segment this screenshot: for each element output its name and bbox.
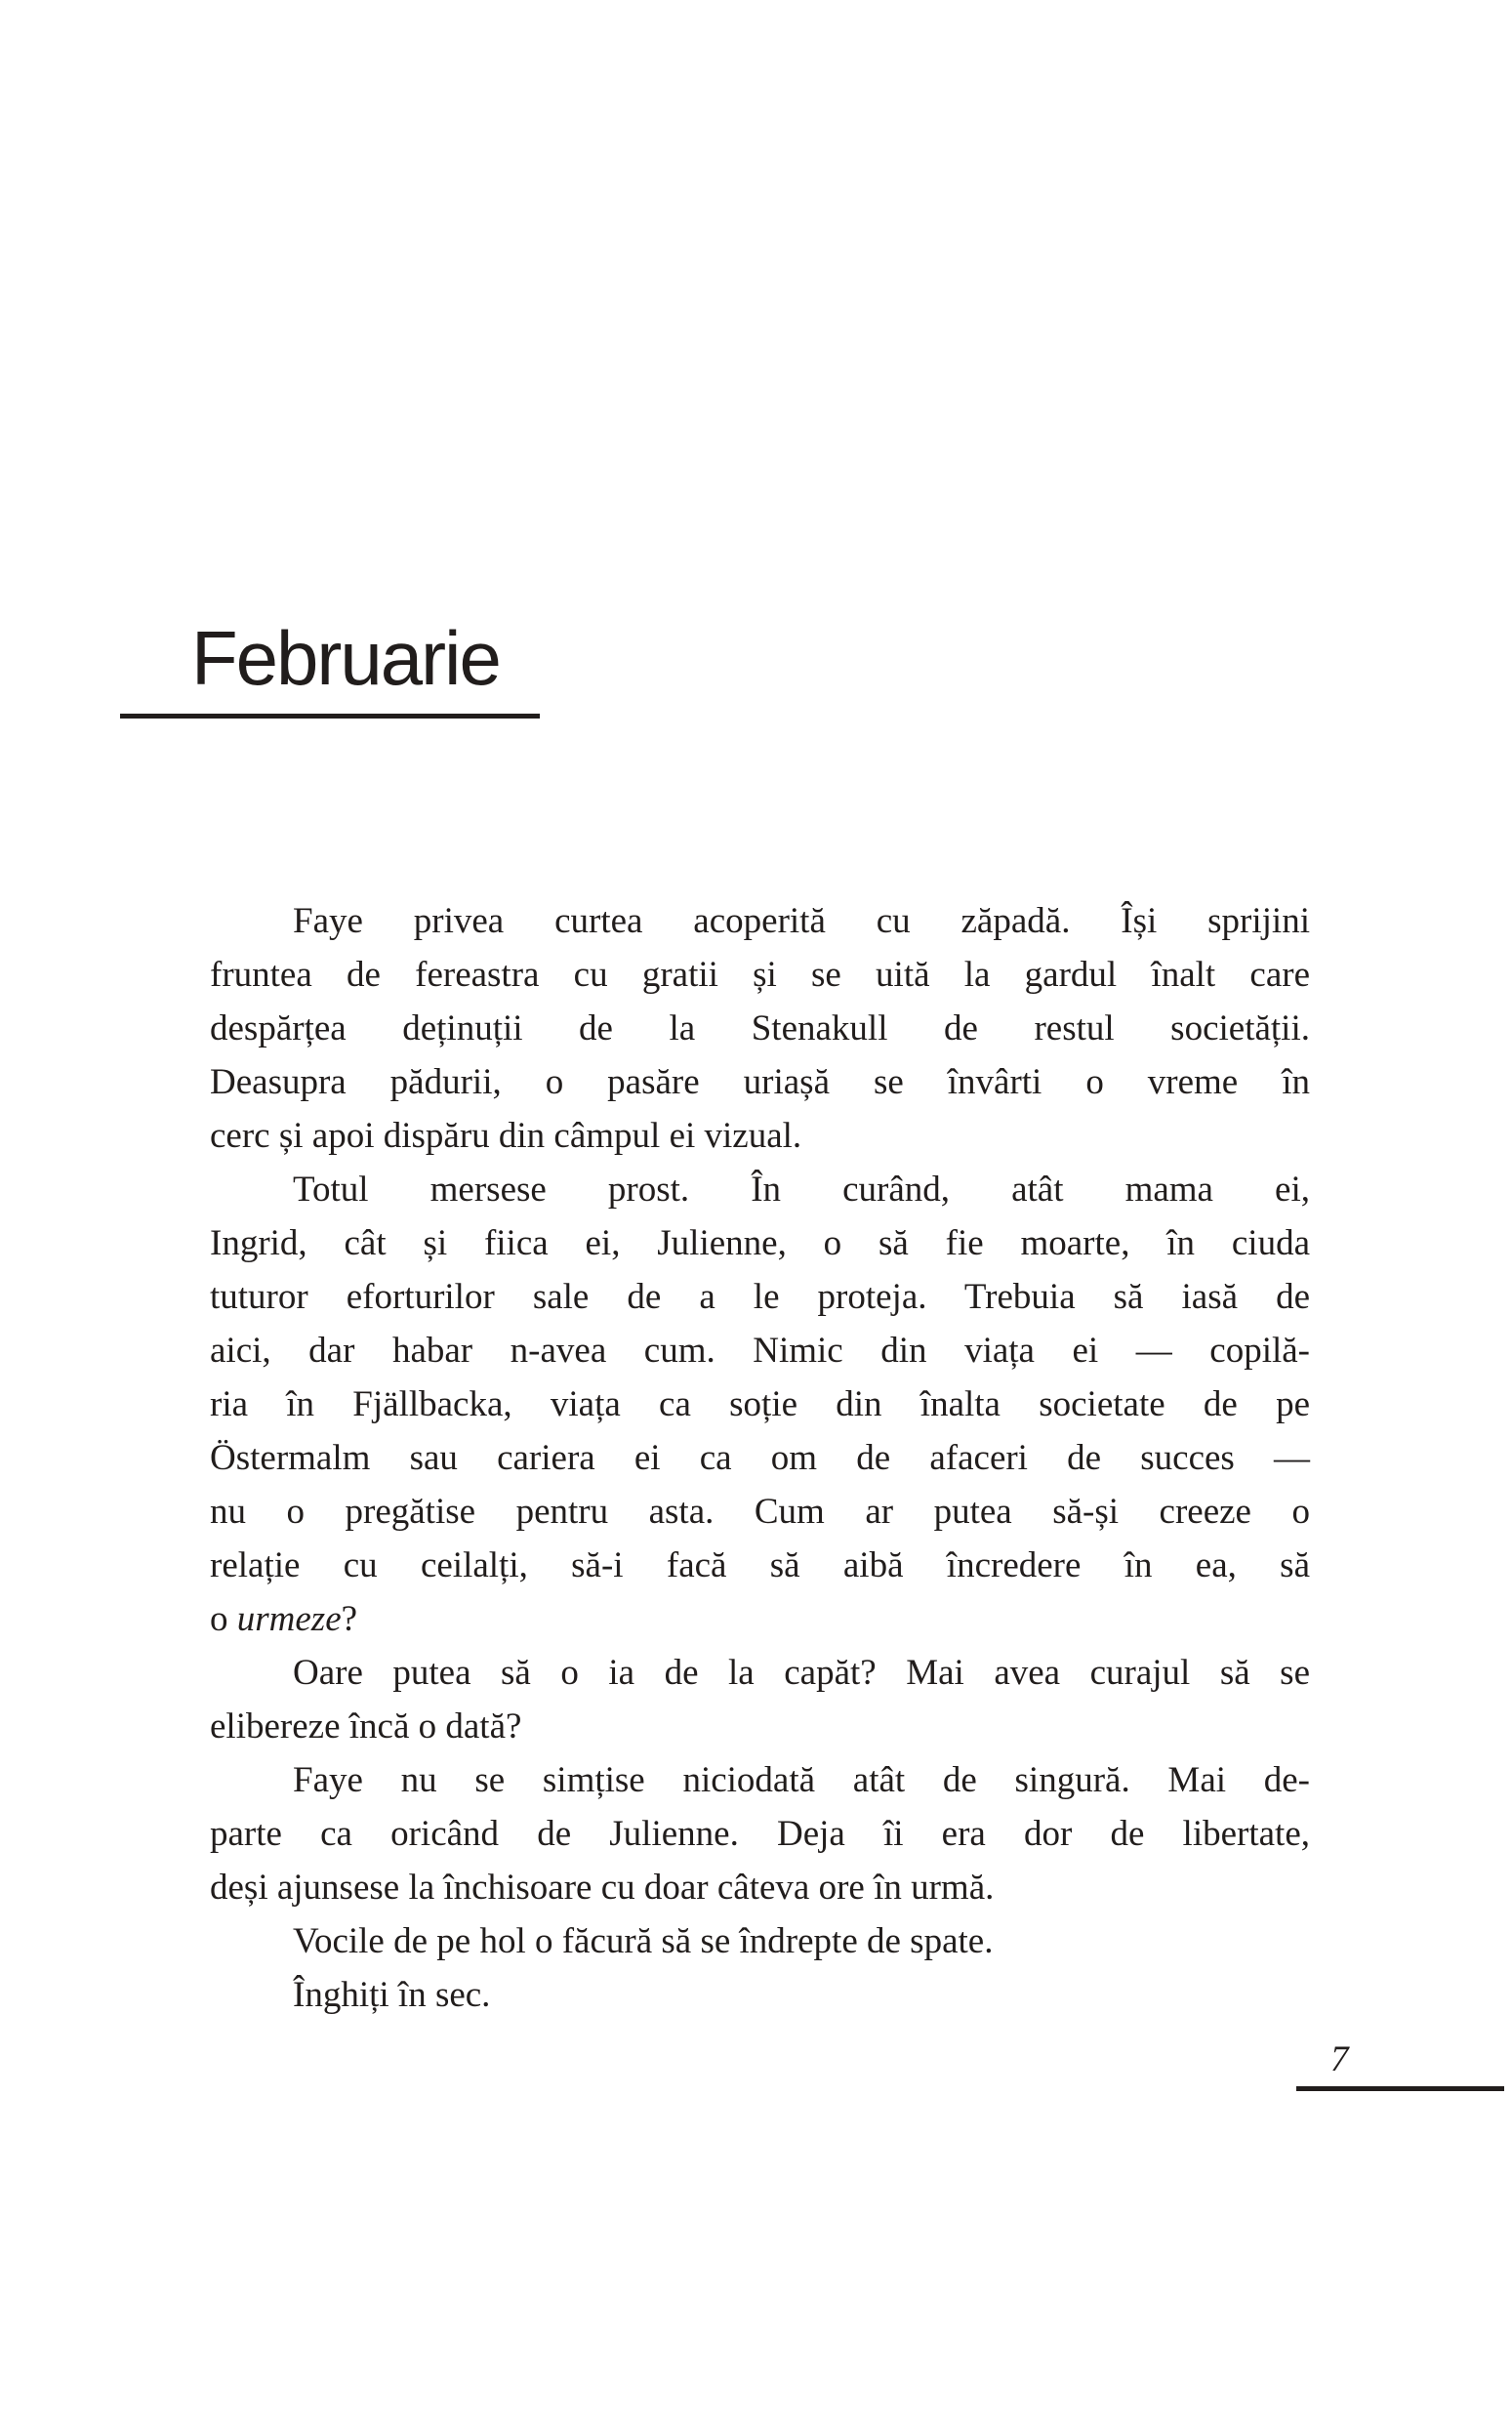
text-segment: cerc și apoi dispăru din câmpul ei vizual. <box>210 1116 802 1156</box>
footer-rule <box>1296 2086 1504 2091</box>
text-line <box>210 1592 1310 1646</box>
text-line <box>210 1968 1310 2022</box>
text-line <box>210 1861 1310 1914</box>
text-segment: ? <box>341 1599 358 1639</box>
text-segment: Totul mersese prost. În curând, atât mama ei, <box>293 1170 1310 1210</box>
text-segment: Oare putea să o ia de la capăt? Mai avea curajul să se <box>293 1653 1310 1693</box>
text-segment: elibereze încă o dată? <box>210 1706 522 1747</box>
text-segment: aici, dar habar n-avea cum. Nimic din viața ei — copilă- <box>210 1331 1310 1371</box>
text-segment: Faye nu se simțise niciodată atât de singură. Mai de- <box>293 1760 1310 1800</box>
page-number: 7 <box>1330 2039 1349 2079</box>
text-segment: nu o pregătise pentru asta. Cum ar putea să-și creeze o <box>210 1492 1310 1532</box>
text-line <box>210 1055 1310 1109</box>
text-line <box>210 1539 1310 1592</box>
text-segment: Deasupra pădurii, o pasăre uriașă se învârti o vreme în <box>210 1062 1310 1102</box>
text-segment: tuturor eforturilor sale de a le proteja. Trebuia să iasă de <box>210 1277 1310 1317</box>
emphasized-text: urmeze <box>236 1599 342 1639</box>
text-segment: parte ca oricând de Julienne. Deja îi era dor de libertate, <box>210 1814 1310 1854</box>
text-line <box>210 1646 1310 1700</box>
body-text <box>210 894 1310 2022</box>
text-segment: o <box>210 1599 237 1639</box>
text-segment: Faye privea curtea acoperită cu zăpadă. Își sprijini <box>293 901 1310 941</box>
text-line <box>210 1163 1310 1216</box>
text-line <box>210 1914 1310 1968</box>
chapter-title: Februarie <box>191 615 500 701</box>
text-line <box>210 894 1310 948</box>
text-line <box>210 1807 1310 1861</box>
text-line <box>210 1753 1310 1807</box>
text-line <box>210 1485 1310 1539</box>
text-line <box>210 948 1310 1002</box>
text-segment: fruntea de fereastra cu gratii și se uită la gardul înalt care <box>210 955 1310 995</box>
text-segment: Ingrid, cât și fiica ei, Julienne, o să fie moarte, în ciuda <box>210 1223 1310 1263</box>
text-line <box>210 1109 1310 1163</box>
text-segment: despărțea deținuții de la Stenakull de restul societății. <box>210 1008 1310 1048</box>
text-line <box>210 1270 1310 1324</box>
text-segment: deși ajunsese la închisoare cu doar câteva ore în urmă. <box>210 1868 995 1908</box>
text-line <box>210 1216 1310 1270</box>
text-segment: relație cu ceilalți, să-i facă să aibă încredere în ea, să <box>210 1545 1310 1585</box>
text-line <box>210 1324 1310 1377</box>
text-line <box>210 1431 1310 1485</box>
text-segment: Östermalm sau cariera ei ca om de afaceri de succes — <box>210 1438 1310 1478</box>
chapter-title-rule <box>120 714 540 719</box>
text-line <box>210 1002 1310 1055</box>
text-line <box>210 1700 1310 1753</box>
text-segment: Vocile de pe hol o făcură să se îndrepte de spate. <box>293 1921 994 1961</box>
text-segment: Înghiți în sec. <box>293 1975 491 2015</box>
text-segment: ria în Fjällbacka, viața ca soție din înalta societate de pe <box>210 1384 1310 1424</box>
text-line <box>210 1377 1310 1431</box>
